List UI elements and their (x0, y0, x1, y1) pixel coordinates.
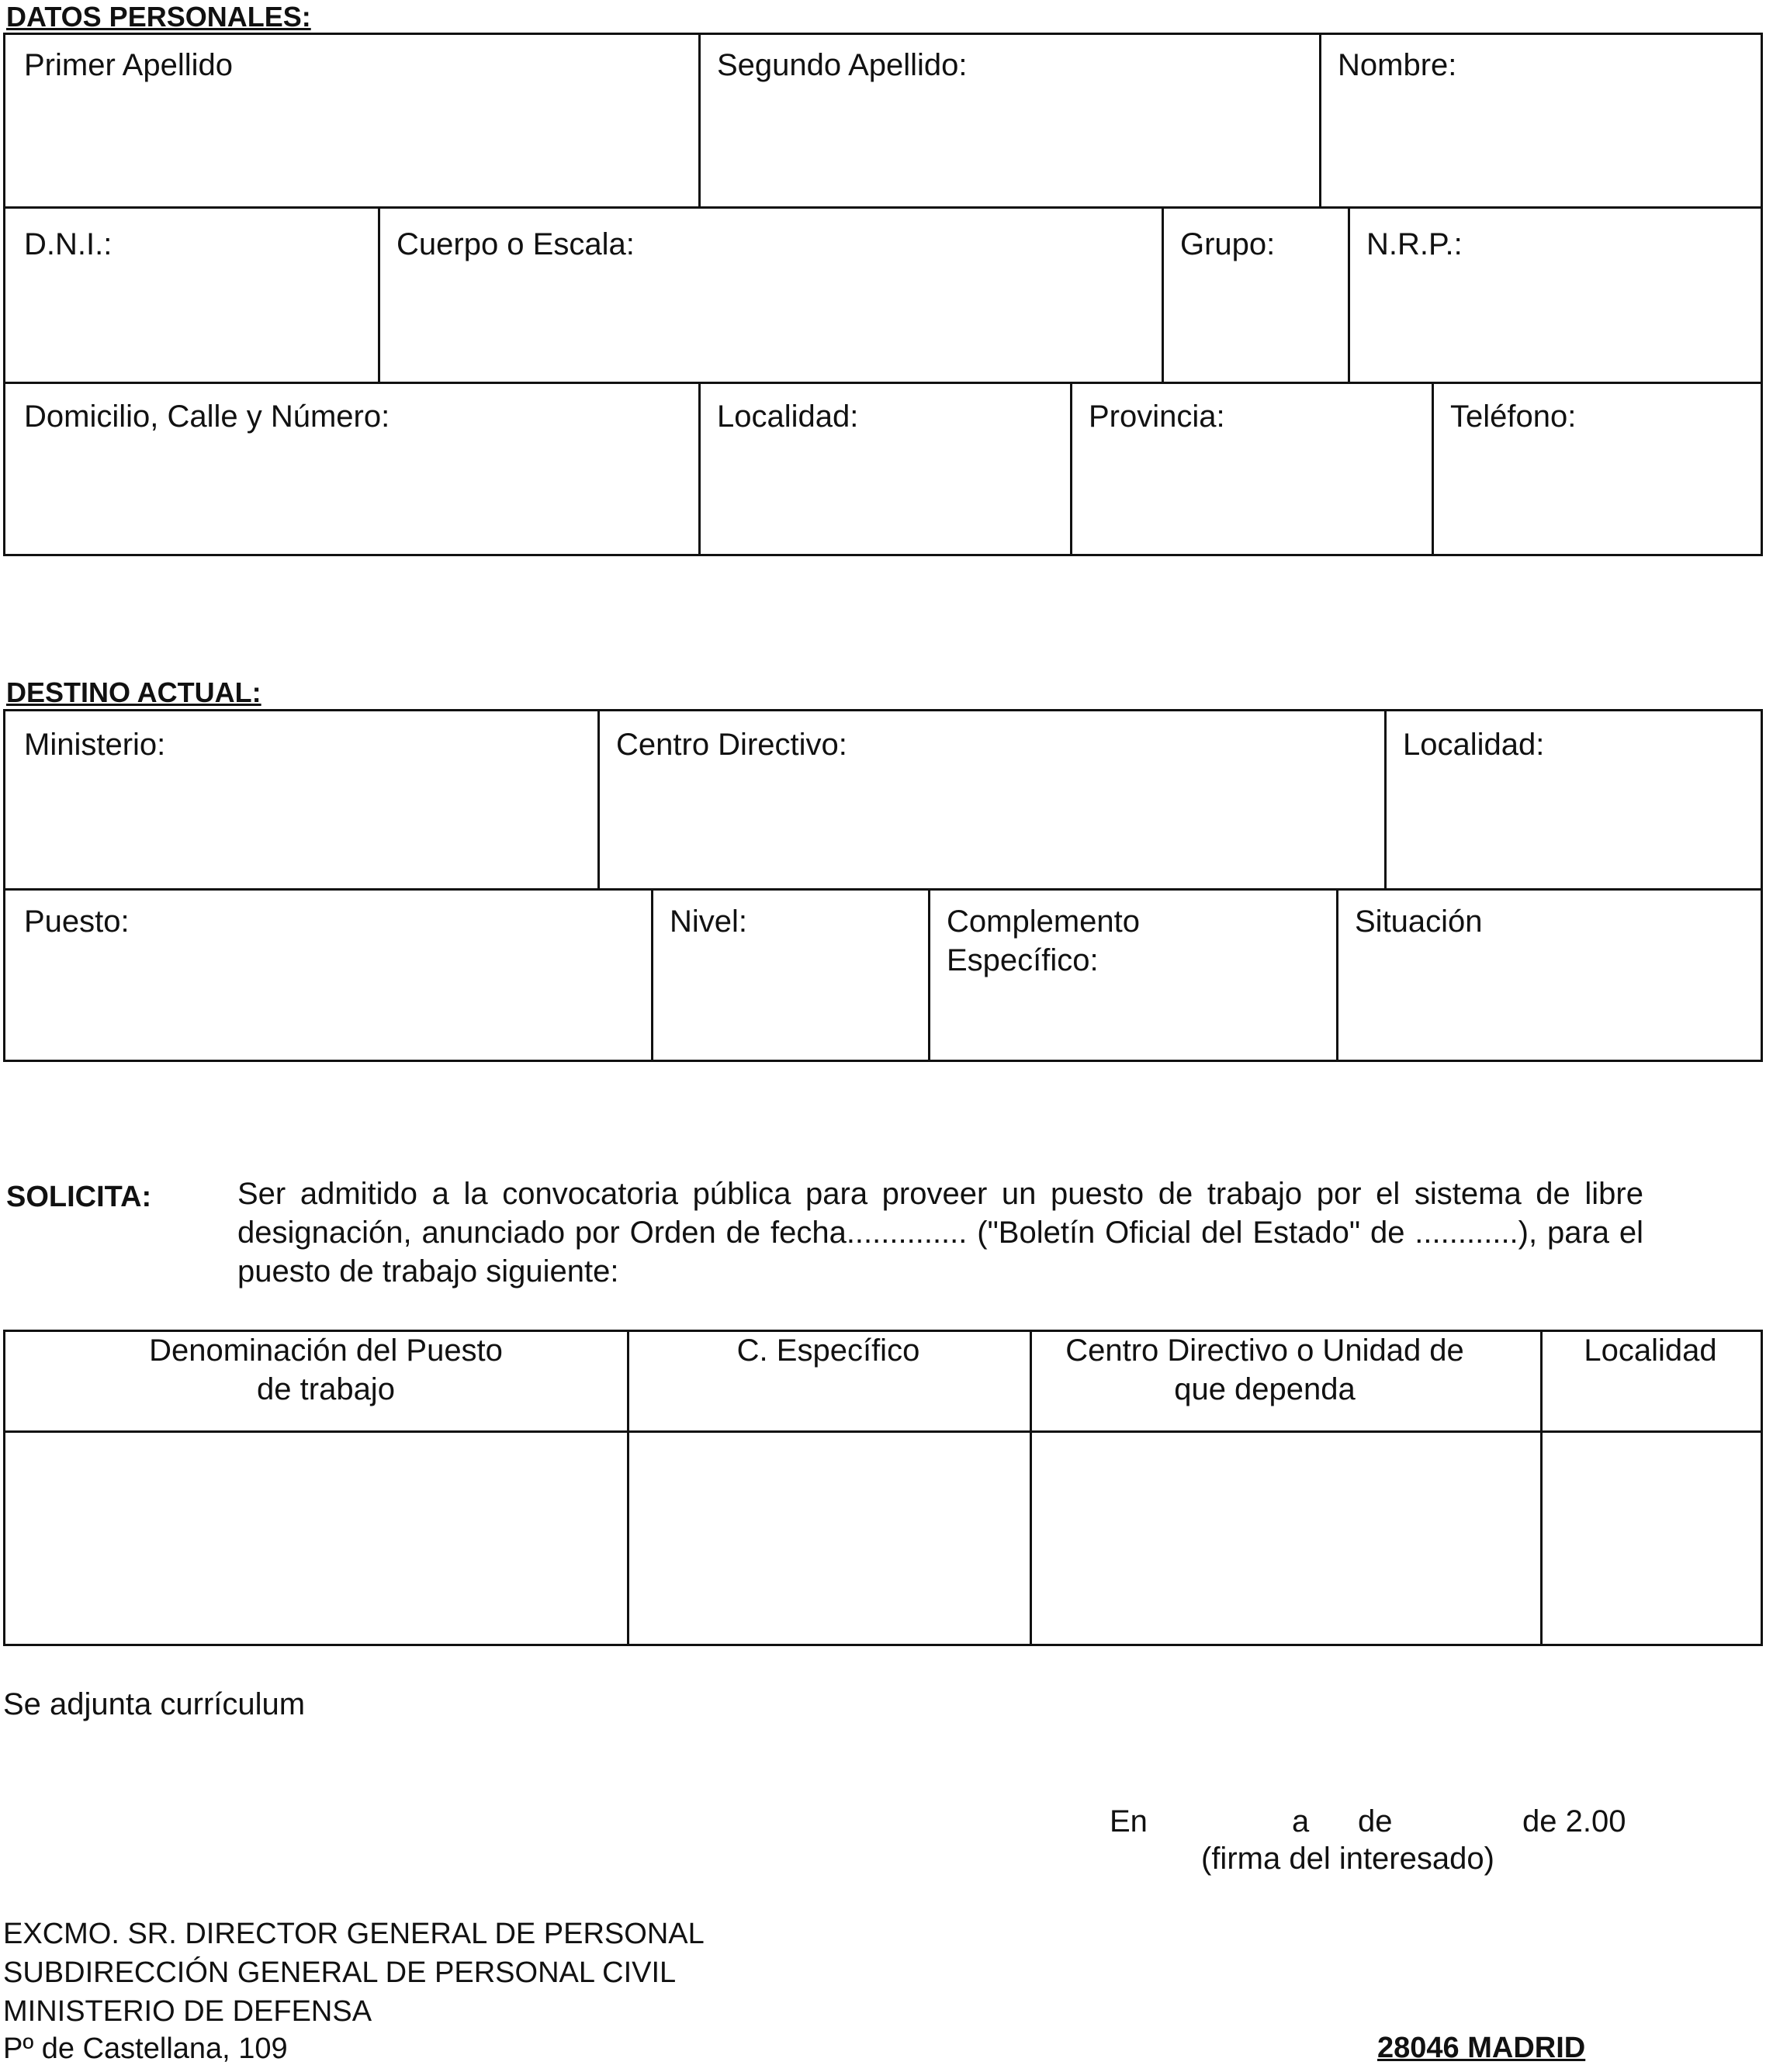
column-header-denominacion: Denominación del Puesto de trabajo (149, 1333, 503, 1406)
field-domicilio[interactable]: Domicilio, Calle y Número: (24, 400, 390, 434)
field-situacion[interactable]: Situación (1355, 905, 1483, 939)
destinatario-line-4: Pº de Castellana, 109 (3, 2032, 288, 2065)
codigo-postal: 28046 MADRID (1377, 2032, 1586, 2064)
solicita-text: Ser admitido a la convocatoria pública para proveer un puesto de trabajo por el sistema de libre designación, anunciado por Orden de fecha.............. ("Boletín Oficial del Estado" de ............), para el puesto de trabajo siguiente: (237, 1177, 1643, 1289)
solicita-label: SOLICITA: (6, 1181, 152, 1213)
field-grupo[interactable]: Grupo: (1180, 227, 1276, 261)
destinatario-line-1: EXCMO. SR. DIRECTOR GENERAL DE PERSONAL (3, 1918, 705, 1950)
destinatario-line-2: SUBDIRECCIÓN GENERAL DE PERSONAL CIVIL (3, 1956, 677, 1989)
field-centro-directivo[interactable]: Centro Directivo: (616, 728, 847, 762)
field-complemento-especifico[interactable]: Complemento Específico: (947, 905, 1141, 977)
column-header-centro-directivo: Centro Directivo o Unidad de que dependa (1065, 1333, 1464, 1406)
field-ministerio[interactable]: Ministerio: (24, 728, 166, 762)
field-puesto[interactable]: Puesto: (24, 905, 130, 939)
destinatario-line-3: MINISTERIO DE DEFENSA (3, 1995, 372, 2028)
column-header-localidad: Localidad (1584, 1333, 1717, 1368)
field-nrp[interactable]: N.R.P.: (1366, 227, 1463, 261)
datos-personales-table (3, 33, 1763, 556)
column-header-c-especifico: C. Específico (736, 1333, 920, 1368)
section-heading-datos-personales: DATOS PERSONALES: (6, 1, 311, 33)
field-localidad[interactable]: Localidad: (717, 400, 859, 434)
fecha-a: a (1292, 1804, 1310, 1839)
puesto-entry-centro-directivo[interactable] (1030, 1430, 1538, 1644)
destino-actual-table (3, 709, 1763, 1062)
puesto-entry-localidad[interactable] (1540, 1430, 1761, 1644)
field-segundo-apellido[interactable]: Segundo Apellido: (717, 48, 968, 82)
fecha-en: En (1110, 1804, 1148, 1839)
field-telefono[interactable]: Teléfono: (1450, 400, 1577, 434)
field-cuerpo-escala[interactable]: Cuerpo o Escala: (396, 227, 635, 261)
fecha-de-ano: de 2.00 (1522, 1804, 1626, 1839)
field-nivel[interactable]: Nivel: (670, 905, 748, 939)
adjunta-curriculum: Se adjunta currículum (3, 1687, 306, 1721)
field-primer-apellido[interactable]: Primer Apellido (24, 48, 234, 82)
puesto-entry-c-especifico[interactable] (627, 1430, 1027, 1644)
fecha-de: de (1358, 1804, 1393, 1839)
firma-interesado: (firma del interesado) (1201, 1842, 1494, 1876)
field-provincia[interactable]: Provincia: (1089, 400, 1225, 434)
puesto-entry-denominacion[interactable] (5, 1430, 625, 1644)
section-heading-destino-actual: DESTINO ACTUAL: (6, 676, 261, 708)
field-nombre[interactable]: Nombre: (1338, 48, 1457, 82)
field-localidad-destino[interactable]: Localidad: (1403, 728, 1545, 762)
field-dni[interactable]: D.N.I.: (24, 227, 113, 261)
